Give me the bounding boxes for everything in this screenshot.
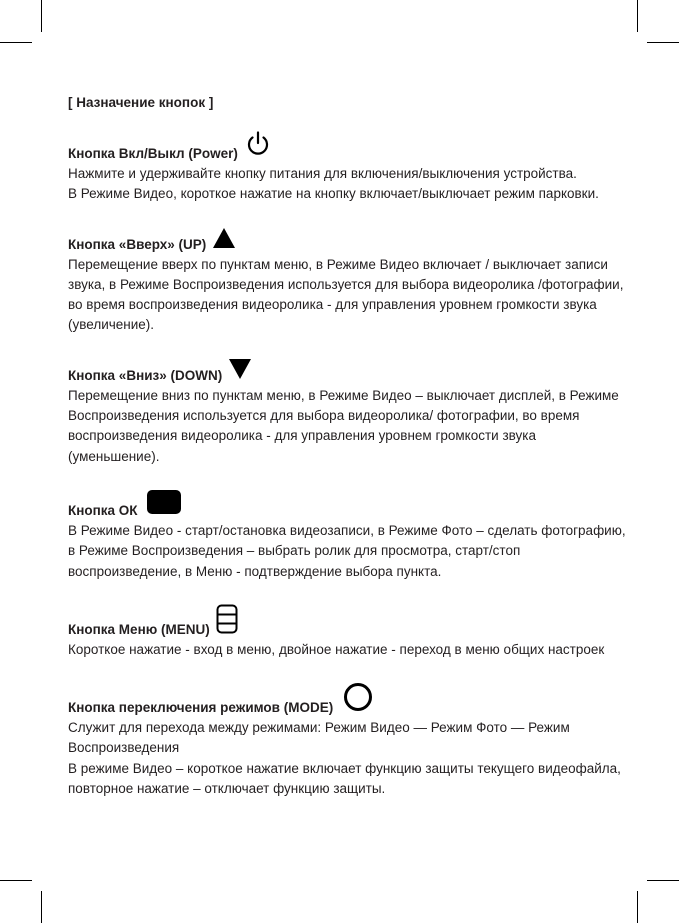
section-menu — [68, 604, 628, 660]
crop-mark — [41, 891, 42, 923]
document-body — [68, 93, 628, 799]
section-heading — [68, 604, 628, 640]
section-heading-text: Кнопка Вкл/Выкл (Power) — [68, 146, 238, 161]
section-heading-text: Кнопка «Вниз» (DOWN) — [68, 367, 223, 383]
section-paragraph: В Режиме Видео, короткое нажатие на кнопку включает/выключает режим парковки. — [68, 186, 599, 202]
section-heading — [68, 227, 628, 255]
section-paragraph: Короткое нажатие - вход в меню, двойное нажатие - переход в меню общих настроек — [68, 641, 605, 657]
section-down — [68, 358, 628, 467]
crop-mark — [647, 880, 679, 881]
section-heading — [68, 358, 628, 386]
crop-mark — [0, 880, 32, 881]
section-ok — [68, 489, 628, 582]
section-paragraph: В режиме Видео – короткое нажатие включает функцию защиты текущего видеофайла, повторное нажатие – отключает функцию защиты. — [68, 760, 621, 797]
triangle-down-icon — [228, 358, 252, 386]
page-title: [ Назначение кнопок ] — [68, 95, 214, 110]
crop-mark — [637, 0, 638, 32]
power-icon — [244, 130, 272, 164]
section-heading-text: Кнопка «Вверх» (UP) — [68, 236, 207, 252]
crop-mark — [637, 891, 638, 923]
crop-mark — [0, 42, 32, 43]
section-heading — [68, 489, 628, 521]
circle-icon — [343, 682, 373, 718]
section-power — [68, 130, 628, 205]
section-paragraph: Перемещение вниз по пунктам меню, в Режиме Видео – выключает дисплей, в Режиме Воспроизведения используется для выбора видеоролика/ фотографии, во время воспроизведения видеоролика - для управления уровнем громкости звука (уменьшение). — [68, 387, 619, 464]
section-paragraph: Служит для перехода между режимами: Режим Видео — Режим Фото — Режим Воспроизведения — [68, 720, 570, 756]
section-up — [68, 227, 628, 336]
section-heading-text: Кнопка ОК — [68, 502, 138, 518]
section-heading — [68, 682, 628, 718]
menu-icon — [216, 604, 238, 640]
crop-mark — [41, 0, 42, 32]
section-heading — [68, 130, 628, 164]
section-mode — [68, 682, 628, 799]
section-heading-text: Кнопка переключения режимов (MODE) — [68, 700, 334, 716]
section-paragraph: В Режиме Видео - старт/остановка видеозаписи, в Режиме Фото – сделать фотографию, в Режиме Воспроизведения – выбрать ролик для просмотра, старт/стоп воспроизведение, в Меню - подтверждение выбора пункта. — [68, 522, 626, 579]
triangle-up-icon — [212, 227, 236, 255]
rounded-square-icon — [146, 489, 182, 521]
section-paragraph: Нажмите и удерживайте кнопку питания для включения/выключения устройства. — [68, 166, 577, 181]
section-heading-text: Кнопка Меню (MENU) — [68, 621, 210, 637]
section-paragraph: Перемещение вверх по пунктам меню, в Режиме Видео включает / выключает записи звука, в Режиме Воспроизведения используется для выбора видеоролика /фотографии, во время воспроизведения видеоролика - для управления уровнем громкости звука (увеличение). — [68, 256, 624, 333]
crop-mark — [647, 42, 679, 43]
